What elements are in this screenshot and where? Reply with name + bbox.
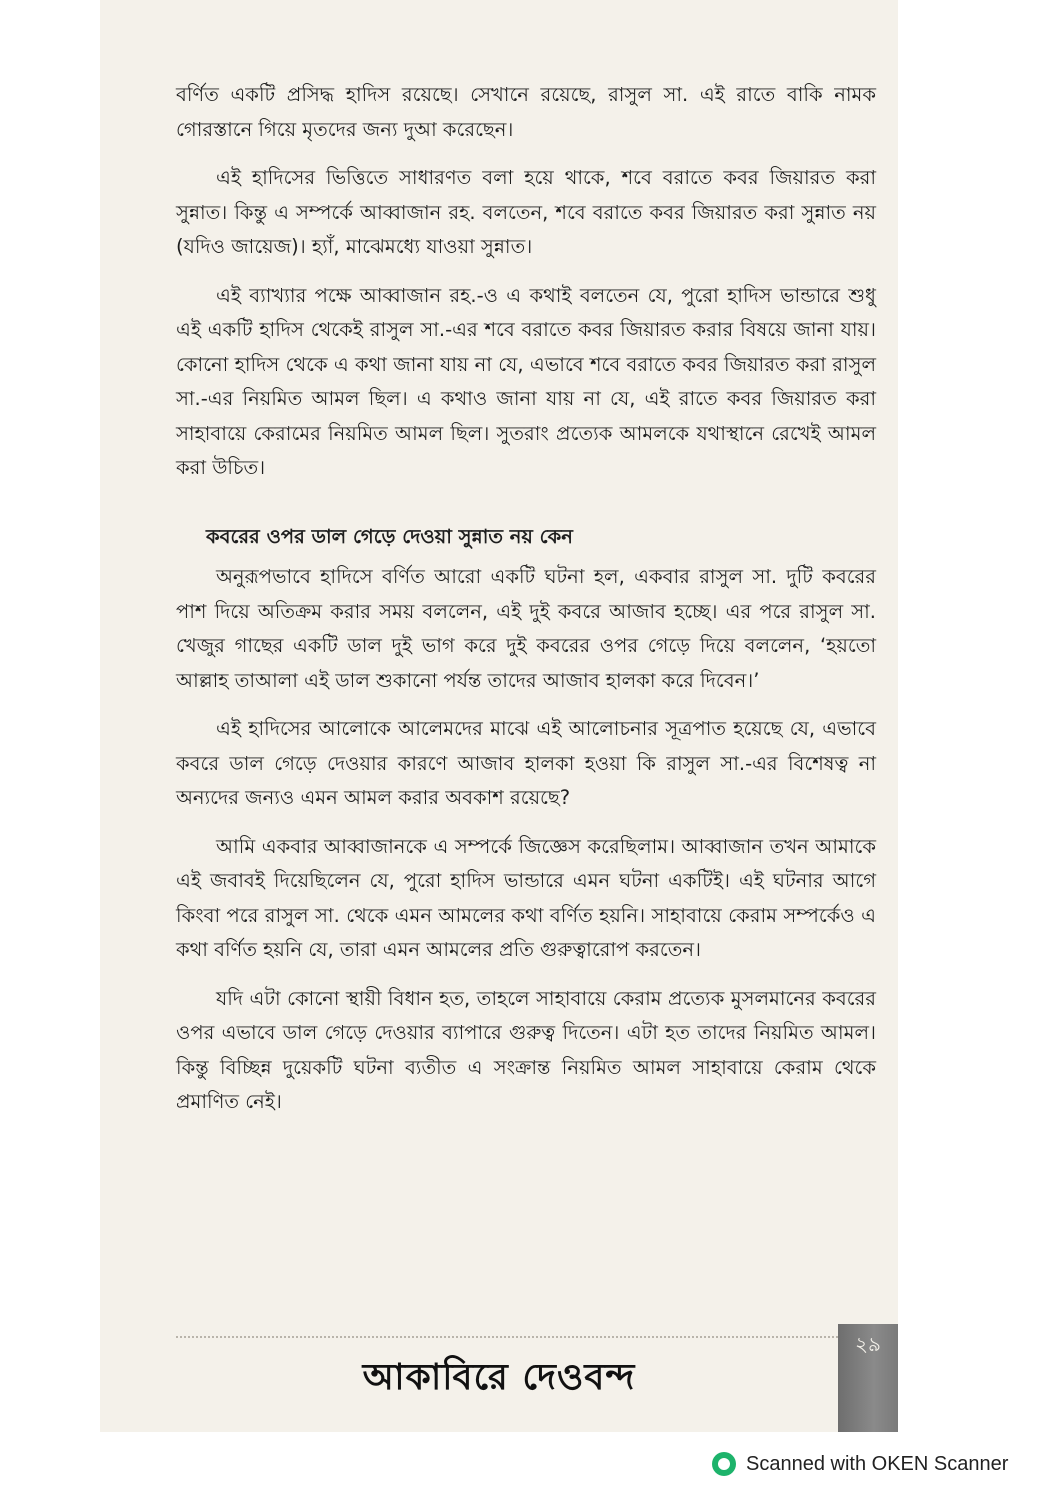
section-heading: কবরের ওপর ডাল গেড়ে দেওয়া সুন্নাত নয় কেন — [206, 524, 573, 548]
paragraph: আমি একবার আব্বাজানকে এ সম্পর্কে জিজ্ঞেস করেছিলাম। আব্বাজান তখন আমাকে এই জবাবই দিয়েছিলেন যে, পুরো হাদিস ভান্ডারে এমন ঘটনা একটিই। এই ঘটনার আগে কিংবা পরে রাসুল সা. থেকে এমন আমলের কথা বর্ণিত হয়নি। সাহাবায়ে কেরাম সম্পর্কেও এ কথা বর্ণিত হয়নি যে, তারা এমন আমলের প্রতি গুরুত্বারোপ করতেন। — [176, 834, 876, 961]
paragraph: এই হাদিসের ভিত্তিতে সাধারণত বলা হয়ে থাকে, শবে বরাতে কবর জিয়ারত করা সুন্নাত। কিন্তু এ সম্পর্কে আব্বাজান রহ. বলতেন, শবে বরাতে কবর জিয়ারত করা সুন্নাত নয় (যদিও জায়েজ)। হ্যাঁ, মাঝেমধ্যে যাওয়া সুন্নাত। — [176, 166, 876, 258]
scanner-watermark — [712, 1447, 1008, 1481]
scanner-label: Scanned with OKEN Scanner — [746, 1452, 1009, 1475]
footer-divider — [176, 1336, 838, 1338]
book-page — [100, 0, 898, 1432]
paragraph: এই হাদিসের আলোকে আলেমদের মাঝে এই আলোচনার সূত্রপাত হয়েছে যে, এভাবে কবরে ডাল গেড়ে দেওয়ার কারণে আজাব হালকা হওয়া কি রাসুল সা.-এর বিশেষত্ব না অন্যদের জন্যও এমন আমল করার অবকাশ রয়েছে? — [176, 717, 876, 809]
paragraph: এই ব্যাখ্যার পক্ষে আব্বাজান রহ.-ও এ কথাই বলতেন যে, পুরো হাদিস ভান্ডারে শুধু এই একটি হাদিস থেকেই রাসুল সা.-এর শবে বরাতে কবর জিয়ারত করার বিষয়ে জানা যায়। কোনো হাদিস থেকে এ কথা জানা যায় না যে, এভাবে শবে বরাতে কবর জিয়ারত করা রাসুল সা.-এর নিয়মিত আমল ছিল। এ কথাও জানা যায় না যে, এই রাতে কবর জিয়ারত করা সাহাবায়ে কেরামের নিয়মিত আমল ছিল। সুতরাং প্রত্যেক আমলকে যথাস্থানে রেখেই আমল করা উচিত। — [176, 283, 876, 479]
paragraph: যদি এটা কোনো স্থায়ী বিধান হত, তাহলে সাহাবায়ে কেরাম প্রত্যেক মুসলমানের কবরের ওপর এভাবে ডাল গেড়ে দেওয়ার ব্যাপারে গুরুত্ব দিতেন। এটা হত তাদের নিয়মিত আমল। কিন্তু বিচ্ছিন্ন দুয়েকটি ঘটনা ব্যতীত এ সংক্রান্ত নিয়মিত আমল সাহাবায়ে কেরাম থেকে প্রমাণিত নেই। — [176, 986, 876, 1113]
book-title: আকাবিরে দেওবন্দ — [362, 1357, 636, 1398]
page-body — [176, 78, 876, 1134]
page-number: ২৯ — [855, 1332, 881, 1356]
oken-scanner-logo-icon — [712, 1452, 736, 1476]
paragraph: বর্ণিত একটি প্রসিদ্ধ হাদিস রয়েছে। সেখানে রয়েছে, রাসুল সা. এই রাতে বাকি নামক গোরস্তানে গিয়ে মৃতদের জন্য দুআ করেছেন। — [176, 83, 876, 141]
paragraph: অনুরূপভাবে হাদিসে বর্ণিত আরো একটি ঘটনা হল, একবার রাসুল সা. দুটি কবরের পাশ দিয়ে অতিক্রম করার সময় বললেন, এই দুই কবরে আজাব হচ্ছে। এর পরে রাসুল সা. খেজুর গাছের একটি ডাল দুই ভাগ করে দুই কবরের ওপর গেড়ে দিয়ে বললেন, ‘হয়তো আল্লাহ তাআলা এই ডাল শুকানো পর্যন্ত তাদের আজাব হালকা করে দিবেন।’ — [176, 565, 876, 692]
